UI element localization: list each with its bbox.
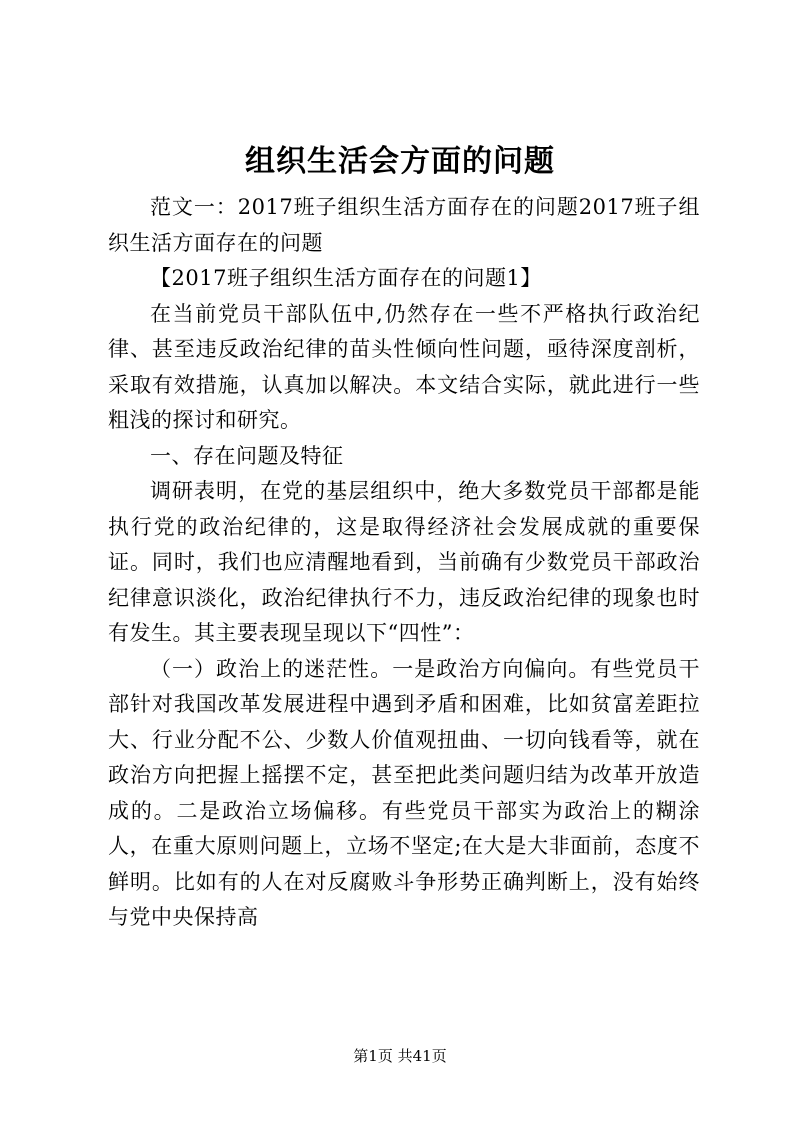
document-body (108, 190, 700, 936)
paragraph-research: 调研表明，在党的基层组织中，绝大多数党员干部都是能执行党的政治纪律的，这是取得经济社会发展成就的重要保证。同时，我们也应清醒地看到，当前确有少数党员干部政治纪律意识淡化，政治纪律执行不力，违反政治纪律的现象也时有发生。其主要表现呈现以下“四性”： (108, 479, 700, 645)
paragraph-heading-problems: 一、存在问题及特征 (150, 443, 344, 468)
paragraph-political-confusion: （一）政治上的迷茫性。一是政治方向偏向。有些党员干部针对我国改革发展进程中遇到矛盾和困难，比如贫富差距拉大、行业分配不公、少数人价值观扭曲、一切向钱看等，就在政治方向把握上摇摆不定，甚至把此类问题归结为改革开放造成的。二是政治立场偏移。有些党员干部实为政治上的糊涂人，在重大原则问题上，立场不坚定;在大是大非面前，态度不鲜明。比如有的人在对反腐败斗争形势正确判断上，没有始终与党中央保持高 (108, 656, 700, 929)
page-number: 第1页 共41页 (353, 1047, 447, 1065)
paragraph-section-heading: 【2017班子组织生活方面存在的问题1】 (150, 266, 542, 290)
paragraph-intro: 范文一：2017班子组织生活方面存在的问题2017班子组织生活方面存在的问题 (108, 195, 700, 255)
document-title: 组织生活会方面的问题 (245, 144, 555, 179)
paragraph-overview: 在当前党员干部队伍中,仍然存在一些不严格执行政治纪律、甚至违反政治纪律的苗头性倾向性问题，亟待深度剖析，采取有效措施，认真加以解决。本文结合实际，就此进行一些粗浅的探讨和研究。 (108, 301, 700, 432)
